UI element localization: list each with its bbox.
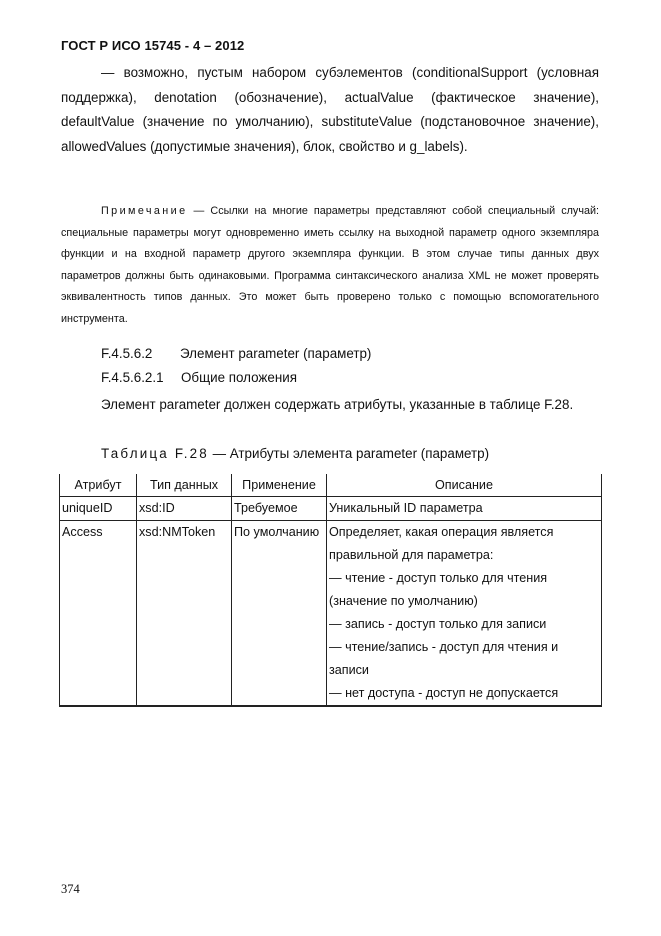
page-number: 374 — [61, 882, 80, 896]
column-header-data-type: Тип данных — [137, 474, 232, 497]
subsection-heading — [101, 368, 297, 388]
cell-description — [327, 521, 602, 707]
note-block — [61, 201, 599, 331]
table-row — [60, 521, 602, 707]
cell-usage: По умолчанию — [232, 521, 327, 707]
section-number: F.4.5.6.2 — [101, 346, 153, 361]
table-caption-text: — Атрибуты элемента parameter (параметр) — [208, 446, 490, 461]
table-caption-label: Таблица F.28 — [101, 446, 209, 461]
cell-data-type: xsd:ID — [137, 497, 232, 521]
description-line: Уникальный ID параметра — [329, 501, 483, 515]
description-line: Определяет, какая операция является правильной для параметра: — [329, 525, 554, 562]
attributes-table — [59, 474, 602, 707]
section-title: Элемент parameter (параметр) — [180, 346, 372, 361]
cell-usage: Требуемое — [232, 497, 327, 521]
section-heading — [101, 344, 371, 364]
column-header-usage: Применение — [232, 474, 327, 497]
paragraph-subelements: — возможно, пустым набором субэлементов (conditionalSupport (условная поддержка), denotation (обозначение), actualValue (фактическое значение), defaultValue (значение по умолчанию), substituteValue (подстановочное значение), allowedValues (допустимые значения), блок, свойство и g_labels). — [61, 65, 599, 154]
subsection-number: F.4.5.6.2.1 — [101, 370, 164, 385]
description-line: — нет доступа - доступ не допускается — [329, 686, 559, 700]
paragraph-table-reference: Элемент parameter должен содержать атрибуты, указанные в таблице F.28. — [101, 397, 574, 412]
cell-data-type: xsd:NMToken — [137, 521, 232, 707]
column-header-attribute: Атрибут — [60, 474, 137, 497]
table-row — [60, 497, 602, 521]
subsection-title: Общие положения — [181, 370, 297, 385]
cell-attribute: Access — [60, 521, 137, 707]
note-text: — Ссылки на многие параметры представляют собой специальный случай: специальные параметры могут одновременно иметь ссылку на выходной параметр одного экземпляра функции и на входной параметр другого экземпляра функции. В этом случае типы данных двух параметров должны быть одинаковыми. Программа синтаксического анализа XML не может проверять эквивалентность типов данных. Это может быть проверено только с помощью вспомогательного инструмента. — [61, 205, 599, 325]
document-header: ГОСТ Р ИСО 15745 - 4 – 2012 — [61, 38, 245, 53]
table-caption — [101, 444, 489, 464]
description-line: — чтение - доступ только для чтения (значение по умолчанию) — [329, 571, 548, 608]
description-line: — запись - доступ только для записи — [329, 617, 547, 631]
table-header-row — [60, 474, 602, 497]
cell-description — [327, 497, 602, 521]
description-line: — чтение/запись - доступ для чтения и записи — [329, 640, 559, 677]
column-header-description: Описание — [327, 474, 602, 497]
cell-attribute: uniqueID — [60, 497, 137, 521]
note-label: Примечание — [101, 205, 188, 217]
